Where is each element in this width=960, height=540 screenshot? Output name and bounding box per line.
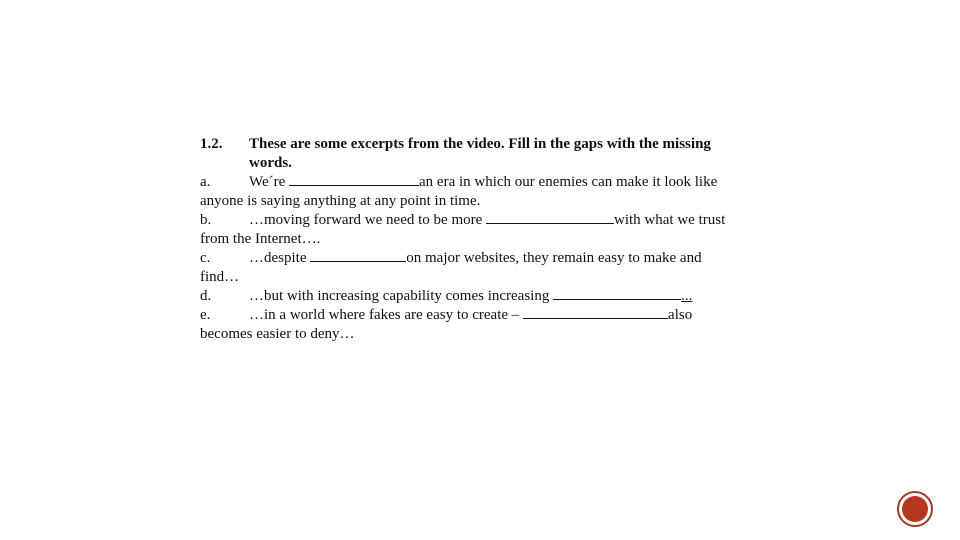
exercise-item-e: [200, 306, 770, 325]
exercise-item-c-continuation: [200, 268, 770, 287]
item-text: [249, 306, 692, 325]
item-text-continuation: from the Internet….: [200, 231, 321, 247]
exercise-instructions-continued: words.: [249, 155, 292, 171]
item-text: [249, 249, 702, 268]
exercise-item-d: [200, 287, 770, 306]
exercise-heading-line: [200, 154, 770, 173]
item-text-after: ...: [681, 288, 693, 304]
item-letter: b.: [200, 212, 212, 228]
exercise-item-e-continuation: [200, 325, 770, 344]
item-text-after: with what we trust: [614, 212, 726, 228]
item-text-before: …but with increasing capability comes increasing: [249, 288, 554, 304]
item-text-continuation: becomes easier to deny…: [200, 326, 355, 342]
item-text-before: …despite: [249, 250, 311, 266]
item-text-continuation: anyone is saying anything at any point in time.: [200, 193, 481, 209]
slide-number-badge: [897, 491, 933, 527]
exercise-number: 1.2.: [200, 136, 223, 152]
item-text-before: …moving forward we need to be more: [249, 212, 487, 228]
exercise-block: [200, 135, 770, 344]
item-letter: c.: [200, 250, 211, 266]
item-text-after: also: [668, 307, 693, 323]
exercise-item-b: [200, 211, 770, 230]
exercise-item-a-continuation: [200, 192, 770, 211]
item-letter: a.: [200, 174, 211, 190]
fill-in-blank[interactable]: [523, 306, 668, 319]
slide-number: [902, 496, 928, 522]
exercise-item-b-continuation: [200, 230, 770, 249]
exercise-instructions: These are some excerpts from the video. Fill in the gaps with the missing: [249, 136, 711, 152]
fill-in-blank[interactable]: [553, 287, 681, 300]
fill-in-blank[interactable]: [486, 211, 614, 224]
item-letter: d.: [200, 288, 212, 304]
item-text-after: an era in which our enemies can make it look like: [419, 174, 718, 190]
item-text: [249, 211, 725, 230]
item-letter: e.: [200, 307, 211, 323]
fill-in-blank[interactable]: [289, 173, 419, 186]
fill-in-blank[interactable]: [310, 249, 406, 262]
exercise-item-a: [200, 173, 770, 192]
exercise-item-c: [200, 249, 770, 268]
item-text-continuation: find…: [200, 269, 240, 285]
item-text: [249, 287, 692, 306]
item-text-before: We´re: [249, 174, 290, 190]
item-text-before: …in a world where fakes are easy to create –: [249, 307, 524, 323]
exercise-heading-line: [200, 135, 770, 154]
item-text: [249, 173, 717, 192]
item-text-after: on major websites, they remain easy to make and: [406, 250, 702, 266]
